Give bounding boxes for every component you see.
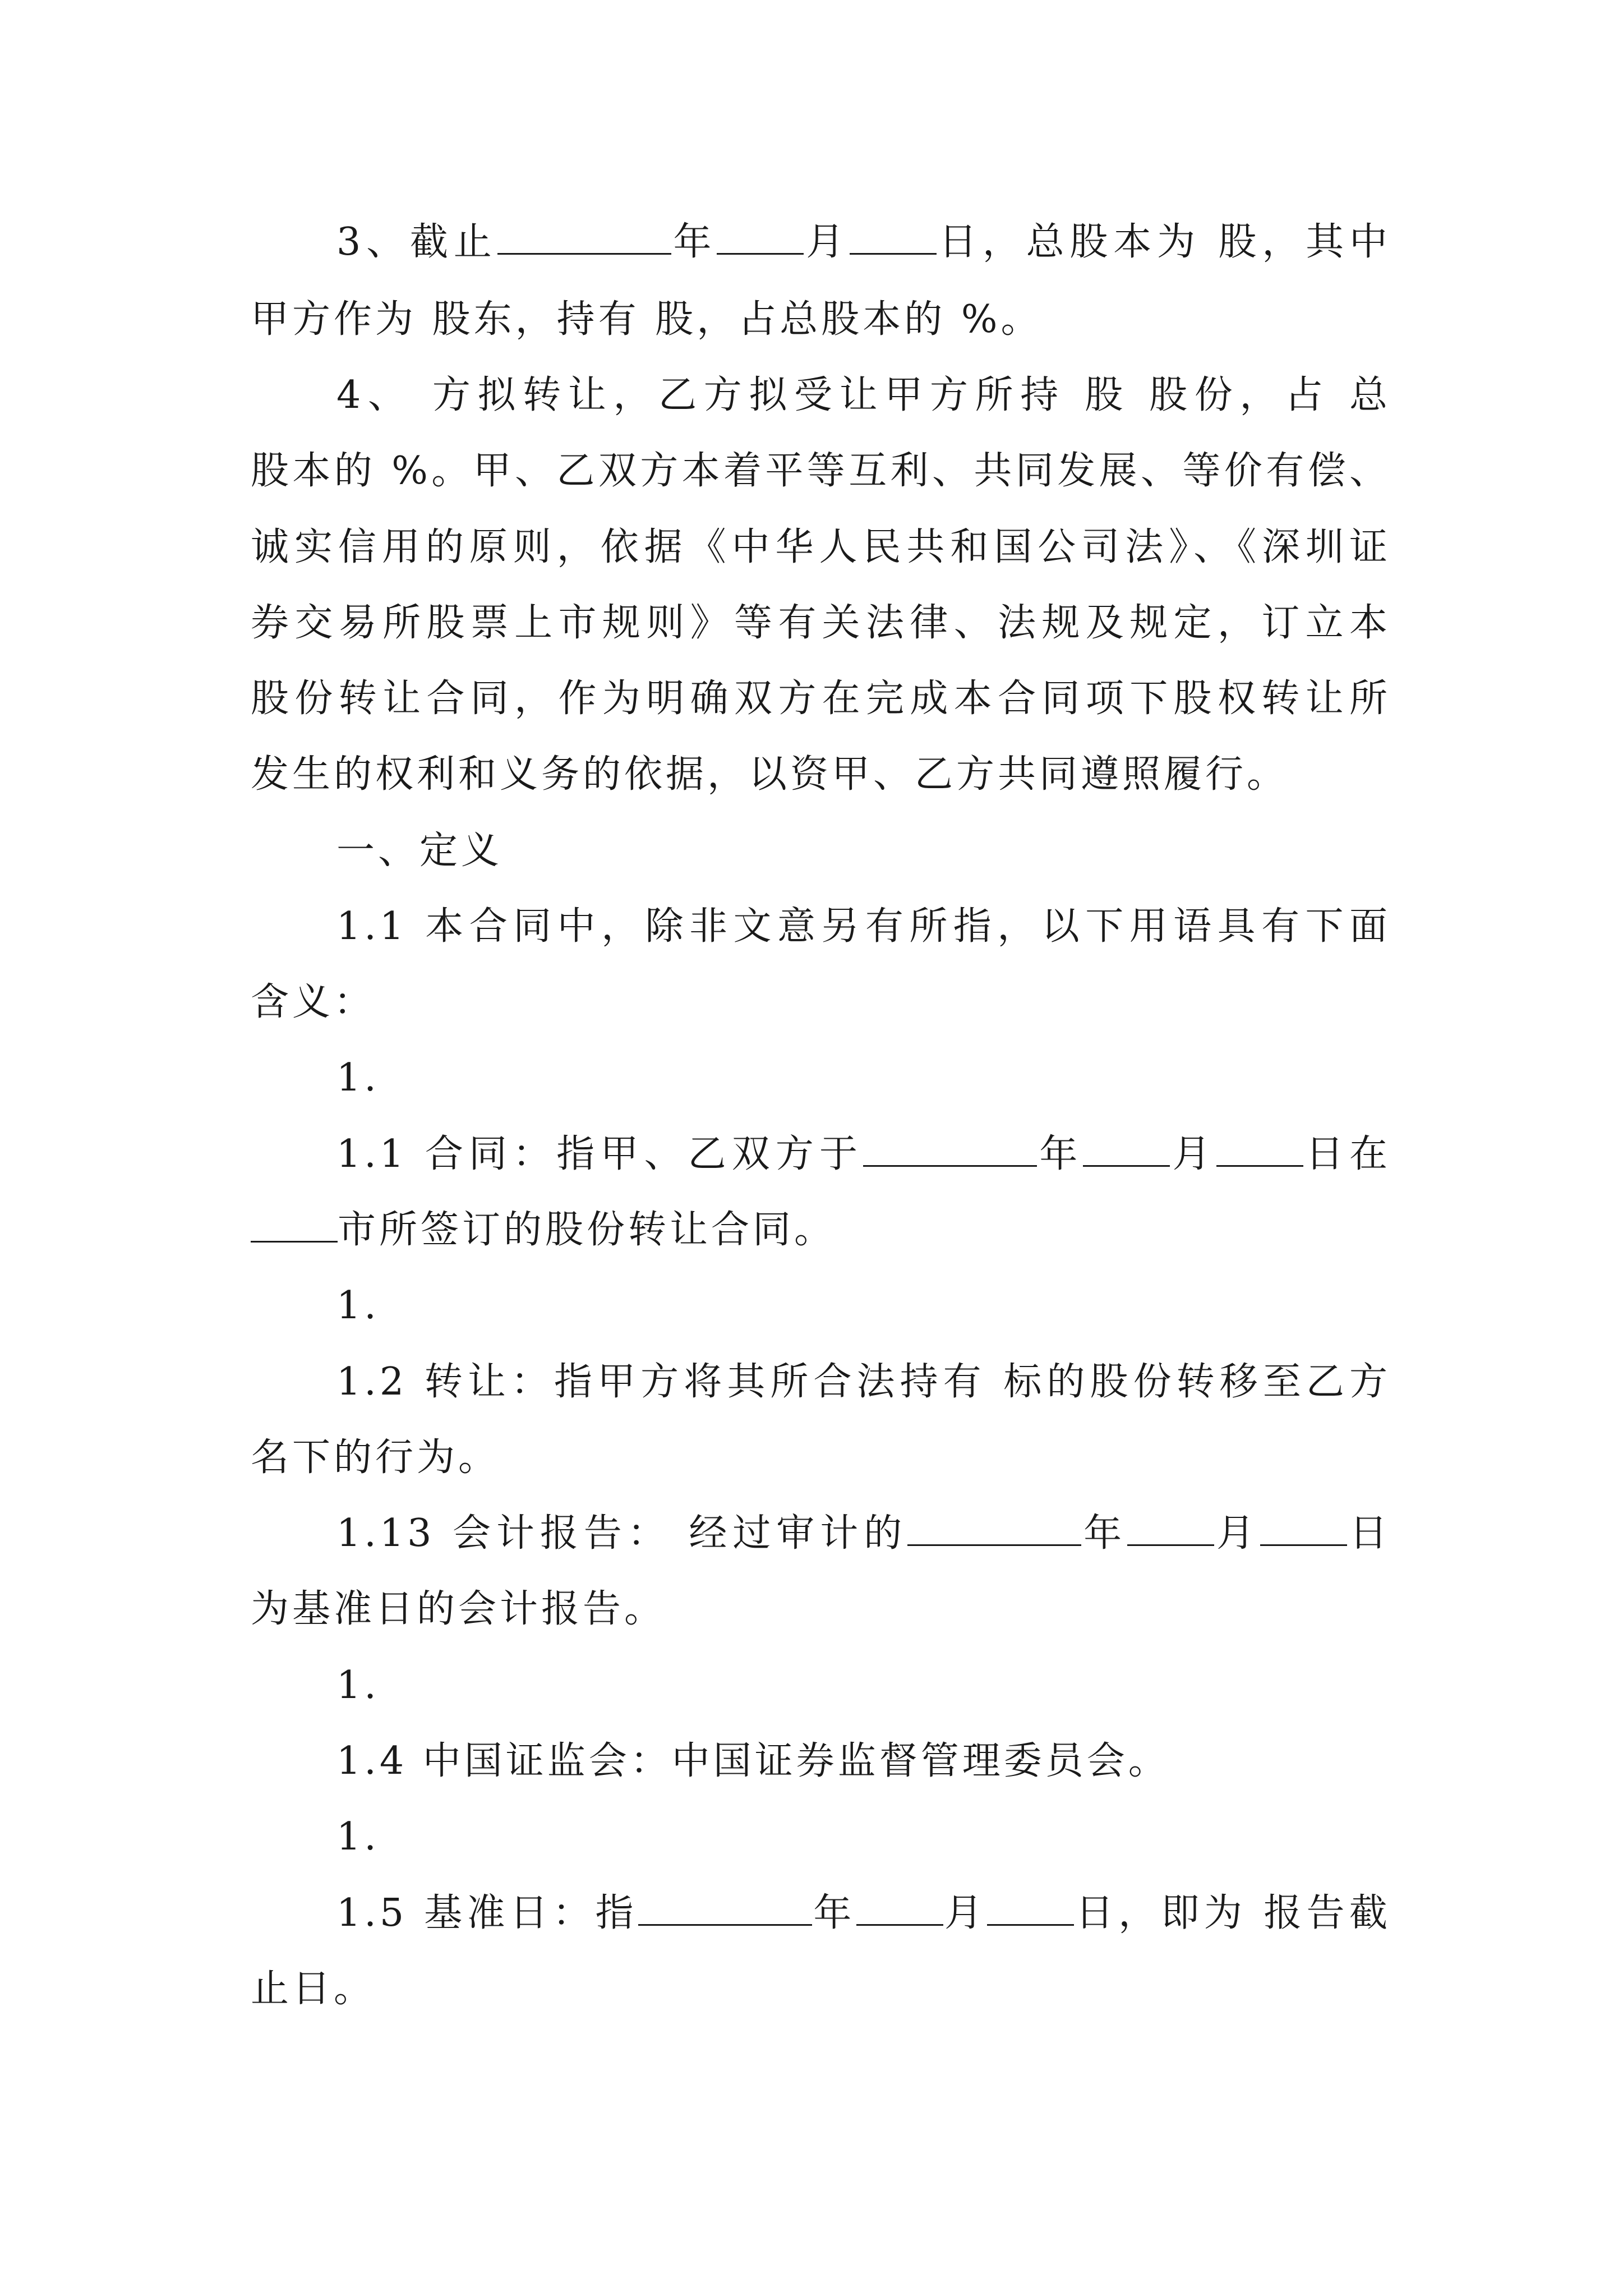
- text-run: 含义：: [251, 980, 376, 1024]
- paragraph-line: [0, 1126, 1391, 1182]
- text-run: 月: [943, 1891, 988, 1935]
- text-run: 甲方作为 股东，持有 股，占总股本的 %。: [251, 297, 1043, 342]
- fill-in-blank: [1127, 1510, 1214, 1546]
- paragraph-line: [0, 1581, 1391, 1637]
- text-run: 发生的权利和义务的依据，以资甲、乙方共同遵照履行。: [251, 752, 1289, 797]
- text-run: 1.2 转让：指甲方将其所合法持有 标的股份转移至乙方: [336, 1360, 1391, 1404]
- paragraph-line: [0, 1278, 1391, 1334]
- paragraph-line: [0, 1050, 1391, 1106]
- text-run: 日: [1347, 1511, 1391, 1556]
- text-run: 年: [811, 1891, 856, 1935]
- text-run: 年: [671, 220, 717, 264]
- paragraph-line: [0, 1506, 1391, 1562]
- text-run: 股份转让合同，作为明确双方在完成本合同项下股权转让所: [251, 677, 1391, 721]
- text-run: 1.: [336, 1815, 380, 1859]
- paragraph-line: [0, 214, 1391, 270]
- paragraph-line: [0, 1809, 1391, 1865]
- text-run: 1.5 基准日：指: [336, 1891, 638, 1935]
- text-run: 1.: [336, 1283, 380, 1328]
- text-run: 止日。: [251, 1967, 376, 2011]
- text-run: 1.: [336, 1056, 380, 1100]
- paragraph-line: [0, 1961, 1391, 2017]
- paragraph-line: [0, 1885, 1391, 1941]
- paragraph-line: [0, 747, 1391, 803]
- fill-in-blank: [717, 218, 804, 255]
- text-run: 股本的 %。甲、乙双方本着平等互利、共同发展、等价有偿、: [251, 449, 1391, 493]
- text-run: 1.13 会计报告： 经过审计的: [336, 1511, 908, 1556]
- text-run: 月: [1214, 1511, 1260, 1556]
- text-run: 日在: [1303, 1132, 1391, 1176]
- paragraph-line: [0, 1430, 1391, 1486]
- paragraph-line: [0, 1202, 1391, 1258]
- paragraph-line: [0, 899, 1391, 955]
- fill-in-blank: [987, 1889, 1074, 1926]
- text-run: 为基准日的会计报告。: [251, 1587, 666, 1631]
- text-run: 1.1 本合同中，除非文意另有所指，以下用语具有下面: [336, 904, 1391, 949]
- paragraph-line: [0, 671, 1391, 727]
- text-run: 日，总股本为 股，其中: [937, 220, 1391, 264]
- fill-in-blank: [856, 1889, 943, 1926]
- paragraph-line: [0, 595, 1391, 651]
- section-heading: [0, 823, 1391, 879]
- fill-in-blank: [850, 218, 937, 255]
- fill-in-blank: [251, 1206, 338, 1243]
- text-run: 诚实信用的原则，依据《中华人民共和国公司法》、《深圳证: [251, 525, 1391, 569]
- text-run: 年: [1081, 1511, 1128, 1556]
- fill-in-blank: [497, 218, 671, 255]
- fill-in-blank: [863, 1130, 1037, 1167]
- paragraph-line: [0, 1733, 1391, 1789]
- text-run: 券交易所股票上市规则》等有关法律、法规及规定，订立本: [251, 601, 1391, 645]
- text-run: 1.1 合同：指甲、乙双方于: [336, 1132, 864, 1176]
- fill-in-blank: [1260, 1510, 1347, 1546]
- text-run: 年: [1037, 1132, 1083, 1176]
- text-run: 4、 方拟转让，乙方拟受让甲方所持 股 股份，占 总: [336, 373, 1391, 417]
- paragraph-line: [0, 974, 1391, 1030]
- text-run: 市所签订的股份转让合同。: [338, 1208, 836, 1252]
- text-run: 一、定义: [336, 829, 503, 873]
- text-run: 1.: [336, 1663, 380, 1708]
- paragraph-line: [0, 1354, 1391, 1410]
- paragraph-line: [0, 443, 1391, 499]
- text-run: 名下的行为。: [251, 1435, 500, 1480]
- paragraph-line: [0, 519, 1391, 576]
- paragraph-line: [0, 292, 1391, 348]
- text-run: 1.4 中国证监会：中国证券监督管理委员会。: [336, 1739, 1170, 1783]
- fill-in-blank: [1216, 1130, 1303, 1167]
- text-run: 3、截止: [336, 220, 497, 264]
- text-run: 日，即为 报告截: [1074, 1891, 1391, 1935]
- fill-in-blank: [638, 1889, 812, 1926]
- text-run: 月: [804, 220, 850, 264]
- paragraph-line: [0, 367, 1391, 424]
- fill-in-blank: [1083, 1130, 1170, 1167]
- paragraph-line: [0, 1658, 1391, 1714]
- text-run: 月: [1170, 1132, 1216, 1176]
- fill-in-blank: [907, 1510, 1081, 1546]
